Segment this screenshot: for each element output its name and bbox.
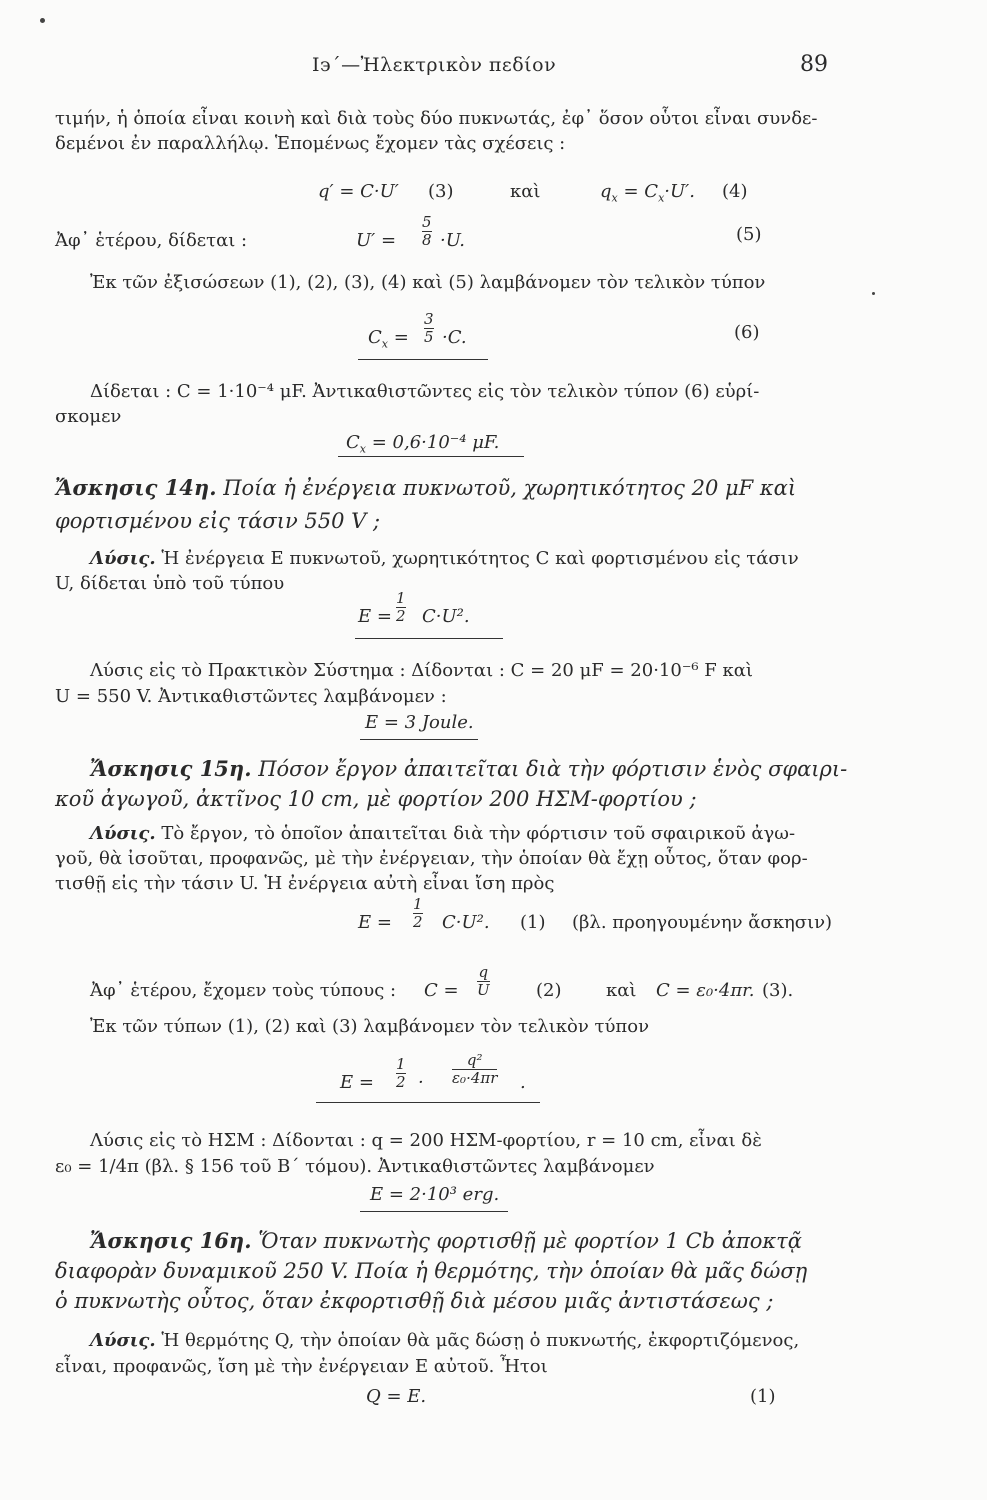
- solution-label: Λύσις.: [90, 548, 156, 569]
- fraction: 1 2: [413, 895, 423, 931]
- solution-label: Λύσις.: [90, 1330, 156, 1351]
- equation-number: (4): [722, 181, 748, 202]
- exercise-question: διαφορὰν δυναμικοῦ 250 V. Ποία ἡ θερμότης, τὴν ὁποίαν θὰ μᾶς δώσῃ: [55, 1259, 808, 1283]
- text-line: Λύσις εἰς τὸ ΗΣΜ : Δίδονται : q = 200 ΗΣΜ-φορτίου, r = 10 cm, εἶναι δὲ: [90, 1130, 762, 1151]
- result-equation: $C_x = 0,6\cdot 10^{-4}$ μF.: [346, 432, 500, 456]
- text-line: σκομεν: [55, 406, 122, 427]
- margin-dot: [872, 292, 875, 295]
- text-line: Λύσις εἰς τὸ Πρακτικὸν Σύστημα : Δίδονται : C = 20 μF = 20·10⁻⁶ F καὶ: [90, 660, 753, 681]
- text-line: U, δίδεται ὑπὸ τοῦ τύπου: [55, 573, 285, 594]
- equation-4: $q_x = C_x\cdot U'$.: [600, 181, 695, 205]
- conjunction: καὶ: [510, 181, 541, 202]
- text-line: Ἀφ᾽ ἑτέρου, ἔχομεν τοὺς τύπους :: [90, 980, 397, 1001]
- text-line: Δίδεται : C = 1·10⁻⁴ μF. Ἀντικαθιστῶντες εἰς τὸν τελικὸν τύπον (6) εὑρί-: [90, 381, 760, 402]
- final-equation: Q = E.: [366, 1386, 427, 1407]
- period: .: [520, 1072, 526, 1093]
- margin-dot: [40, 18, 45, 23]
- result-underline: [338, 456, 524, 457]
- equation-number: (2): [536, 980, 562, 1001]
- solution-line: Λύσις. Ἡ ἐνέργεια E πυκνωτοῦ, χωρητικότητος C καὶ φορτισμένου εἰς τάσιν: [90, 548, 799, 569]
- equation-6-rhs: ·C.: [442, 327, 467, 348]
- text-line: τιμήν, ἡ ὁποία εἶναι κοινὴ καὶ διὰ τοὺς δύο πυκνωτάς, ἐφ᾽ ὅσον οὗτοι εἶναι συνδε-: [55, 108, 818, 129]
- fraction: q U: [477, 963, 490, 999]
- equation-15-1-rhs: C·U².: [442, 912, 490, 933]
- text-line: εἶναι, προφανῶς, ἴση μὲ τὴν ἐνέργειαν E αὐτοῦ. Ἦτοι: [55, 1356, 548, 1377]
- equation-6: $C_x$ =: [368, 327, 409, 351]
- text-line: δεμένοι ἐν παραλλήλῳ. Ἑπομένως ἔχομεν τὰς σχέσεις :: [55, 133, 566, 154]
- equation-number: (3): [428, 181, 454, 202]
- fraction: 3 5: [424, 310, 434, 346]
- exercise-title: Ἄσκησις 16η.: [90, 1228, 252, 1253]
- fraction: 5 8: [422, 213, 432, 249]
- text-line: U = 550 V. Ἀντικαθιστῶντες λαμβάνομεν :: [55, 686, 447, 707]
- result-equation: E = 3 Joule.: [365, 712, 474, 733]
- solution-line: Λύσις. Τὸ ἔργον, τὸ ὁποῖον ἀπαιτεῖται διὰ τὴν φόρτισιν τοῦ σφαιρικοῦ ἀγω-: [90, 823, 796, 844]
- equation-15-1: E =: [358, 912, 392, 933]
- text-line: Ἐκ τῶν τύπων (1), (2) καὶ (3) λαμβάνομεν τὸν τελικὸν τύπον: [90, 1016, 650, 1037]
- energy-equation: E =: [358, 606, 392, 627]
- page-number: 89: [800, 52, 828, 77]
- text-line: τισθῇ εἰς τὴν τάσιν U. Ἡ ἐνέργεια αὐτὴ εἶναι ἴση πρὸς: [55, 873, 555, 894]
- text-line: Ἀφ᾽ ἑτέρου, δίδεται :: [55, 230, 248, 251]
- equation-number: (3).: [762, 980, 794, 1001]
- text-line: Ἐκ τῶν ἐξισώσεων (1), (2), (3), (4) καὶ (5) λαμβάνομεν τὸν τελικὸν τύπον: [90, 272, 766, 293]
- running-header: Ι϶΄—Ἠλεκτρικὸν πεδίον: [312, 54, 557, 76]
- conjunction: καὶ: [606, 980, 637, 1001]
- result-underline: [360, 739, 478, 740]
- equation-5-lhs: U′ =: [356, 230, 397, 251]
- equation-3: q′ = C·U′: [318, 181, 399, 202]
- exercise-title: Ἄσκησις 15η.: [90, 756, 252, 781]
- result-underline: [358, 359, 488, 360]
- final-formula-lhs: E =: [340, 1072, 374, 1093]
- solution-line: Λύσις. Ἡ θερμότης Q, τὴν ὁποίαν θὰ μᾶς δώσῃ ὁ πυκνωτής, ἐκφορτιζόμενος,: [90, 1330, 800, 1351]
- result-underline: [360, 1211, 508, 1212]
- multiply-dot: ·: [418, 1072, 424, 1093]
- fraction: 1 2: [396, 1055, 406, 1091]
- exercise-15: Ἄσκησις 15η. Πόσον ἔργον ἀπαιτεῖται διὰ τὴν φόρτισιν ἑνὸς σφαιρι-: [90, 756, 848, 781]
- equation-15-2: C =: [424, 980, 459, 1001]
- result-underline: [316, 1102, 540, 1103]
- energy-equation-rhs: C·U².: [422, 606, 470, 627]
- exercise-16: Ἄσκησις 16η. Ὅταν πυκνωτὴς φορτισθῇ μὲ φορτίον 1 Cb ἀποκτᾷ: [90, 1228, 802, 1253]
- equation-number: (6): [734, 322, 760, 343]
- exercise-question: κοῦ ἀγωγοῦ, ἀκτῖνος 10 cm, μὲ φορτίον 200 ΗΣΜ-φορτίου ;: [55, 787, 697, 811]
- equation-number: (5): [736, 224, 762, 245]
- equation-5-rhs: ·U.: [440, 230, 465, 251]
- solution-label: Λύσις.: [90, 823, 156, 844]
- fraction: q² ε₀·4πr: [452, 1051, 498, 1087]
- exercise-title: Ἄσκησις 14η.: [55, 475, 217, 500]
- exercise-question: φορτισμένου εἰς τάσιν 550 V ;: [55, 509, 381, 533]
- reference-note: (βλ. προηγουμένην ἄσκησιν): [572, 912, 833, 933]
- equation-15-3: C = ε₀·4πr.: [656, 980, 755, 1001]
- fraction: 1 2: [396, 589, 406, 625]
- result-equation: E = 2·10³ erg.: [370, 1184, 500, 1205]
- equation-number: (1): [520, 912, 546, 933]
- result-underline: [355, 638, 503, 639]
- text-line: ε₀ = 1/4π (βλ. § 156 τοῦ Β΄ τόμου). Ἀντικαθιστῶντες λαμβάνομεν: [55, 1156, 655, 1177]
- exercise-question: ὁ πυκνωτὴς οὗτος, ὅταν ἐκφορτισθῇ διὰ μέσου μιᾶς ἀντιστάσεως ;: [55, 1289, 774, 1313]
- text-line: γοῦ, θὰ ἰσοῦται, προφανῶς, μὲ τὴν ἐνέργειαν, τὴν ὁποίαν θὰ ἔχῃ οὗτος, ὅταν φορ-: [55, 848, 808, 869]
- equation-number: (1): [750, 1386, 776, 1407]
- exercise-14: Ἄσκησις 14η. Ποία ἡ ἐνέργεια πυκνωτοῦ, χωρητικότητος 20 μF καὶ: [55, 475, 797, 500]
